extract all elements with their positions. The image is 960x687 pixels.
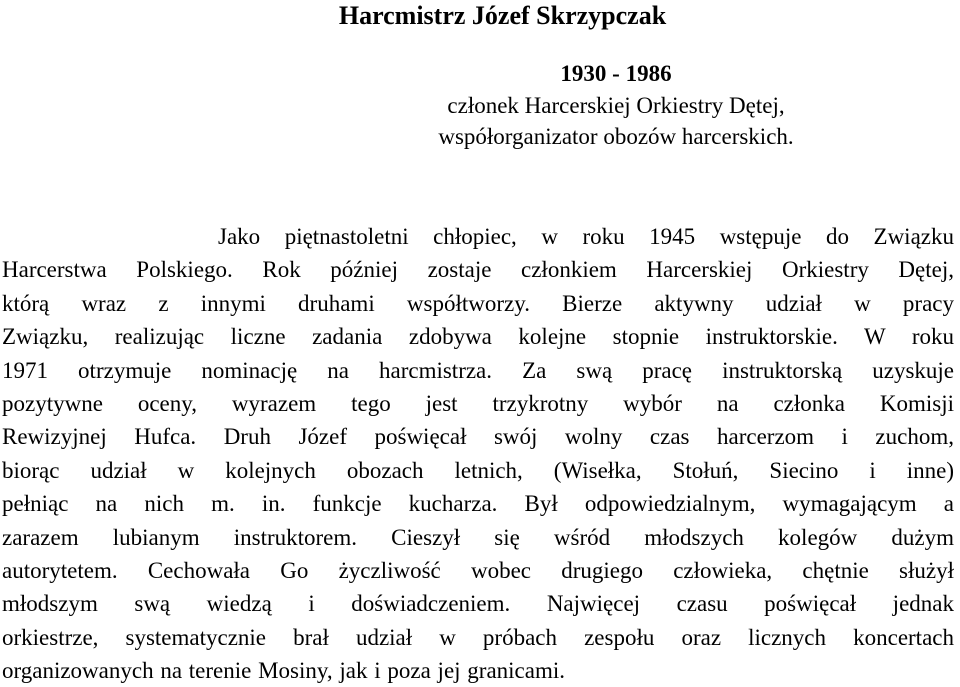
biography-line: młodszym swą wiedzą i doświadczeniem. Najwięcej czasu poświęcał jednak <box>2 591 954 617</box>
biography-paragraph <box>2 220 954 687</box>
biography-line: orkiestrze, systematycznie brał udział w próbach zespołu oraz licznych koncertach <box>2 624 954 650</box>
biography-line: Rewizyjnej Hufca. Druh Józef poświęcał swój wolny czas harcerzom i zuchom, <box>2 424 954 450</box>
role-line-2: współorganizator obozów harcerskich. <box>438 124 794 149</box>
biography-line: Związku, realizując liczne zadania zdobywa kolejne stopnie instruktorskie. W roku <box>2 324 954 350</box>
biography-line: autorytetem. Cechowała Go życzliwość wobec drugiego człowieka, chętnie służył <box>2 557 954 583</box>
biography-line: którą wraz z innymi druhami współtworzy. Bierze aktywny udział w pracy <box>2 290 954 316</box>
biography-line: pozytywne oceny, wyrazem tego jest trzykrotny wybór na członka Komisji <box>2 390 954 416</box>
role-line-1: członek Harcerskiej Orkiestry Dętej, <box>447 93 785 118</box>
biography-line: pełniąc na nich m. in. funkcje kucharza. Był odpowiedzialnym, wymagającym a <box>2 491 954 517</box>
biography-line: Harcerstwa Polskiego. Rok później zostaje członkiem Harcerskiej Orkiestry Dętej, <box>2 257 954 283</box>
biography-line: biorąc udział w kolejnych obozach letnich, (Wisełka, Stołuń, Siecino i inne) <box>2 457 954 483</box>
biography-line: Jako piętnastoletni chłopiec, w roku 1945 wstępuje do Związku <box>218 224 954 249</box>
life-years: 1930 - 1986 <box>560 61 672 86</box>
biography-line: zarazem lubianym instruktorem. Cieszył się wśród młodszych kolegów dużym <box>2 524 954 550</box>
page-title: Harcmistrz Józef Skrzypczak <box>338 1 667 30</box>
biography-line: 1971 otrzymuje nominację na harcmistrza. Za swą pracę instruktorską uzyskuje <box>2 357 954 383</box>
biography-line: organizowanych na terenie Mosiny, jak i poza jej granicami. <box>2 658 565 684</box>
